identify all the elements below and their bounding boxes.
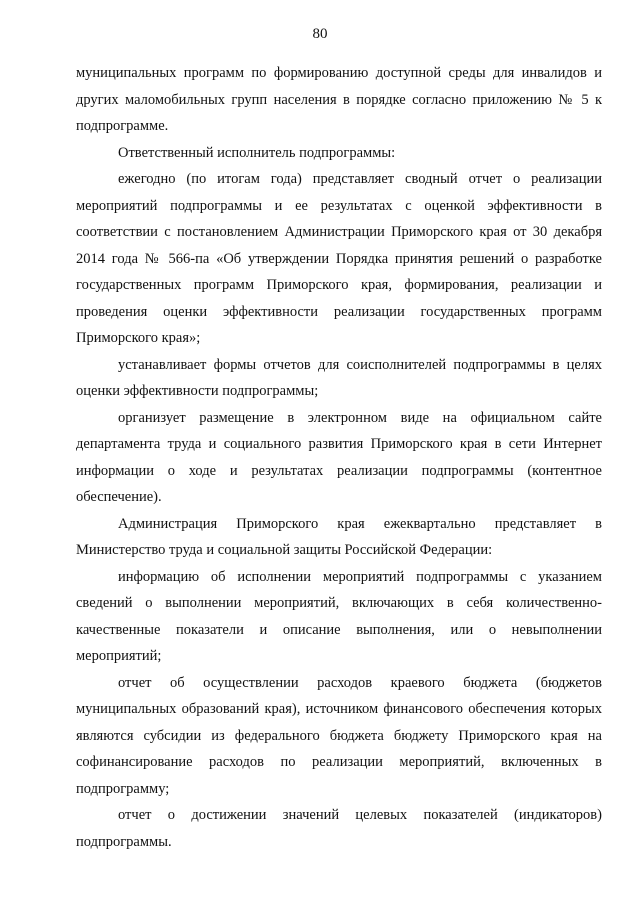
paragraph: муниципальных программ по формированию доступной среды для инвалидов и других маломобильных групп населения в порядке согласно приложению № 5 к подпрограмме. <box>76 65 602 134</box>
page-number: 80 <box>312 26 328 42</box>
paragraph: организует размещение в электронном виде на официальном сайте департамента труда и социального развития Приморского края в сети Интернет информации о ходе и результатах реализации подпрограммы (контентное обеспечение). <box>76 409 602 505</box>
paragraph: отчет о достижении значений целевых показателей (индикаторов) подпрограммы. <box>76 807 602 850</box>
paragraph: отчет об осуществлении расходов краевого бюджета (бюджетов муниципальных образований края), источником финансового обеспечения которых являются субсидии из федерального бюджета бюджету Приморского края на софинансирование расходов по реализации мероприятий, включенных в подпрограмму; <box>76 674 602 797</box>
paragraph: Администрация Приморского края ежеквартально представляет в Министерство труда и социальной защиты Российской Федерации: <box>76 515 602 558</box>
paragraph: информацию об исполнении мероприятий подпрограммы с указанием сведений о выполнении мероприятий, включающих в себя количественно-качественные показатели и описание выполнения, или о невыполнении мероприятий; <box>76 568 602 664</box>
document-body <box>76 60 602 855</box>
paragraph: Ответственный исполнитель подпрограммы: <box>118 144 396 161</box>
paragraph: ежегодно (по итогам года) представляет сводный отчет о реализации мероприятий подпрограммы и ее результатах с оценкой эффективности в соответствии с постановлением Администрации Приморского края от 30 декабря 2014 года № 566-па «Об утверждении Порядка принятия решений о разработке государственных программ Приморского края, формирования, реализации и проведения оценки эффективности реализации государственных программ Приморского края»; <box>76 171 602 346</box>
paragraph: устанавливает формы отчетов для соисполнителей подпрограммы в целях оценки эффективности подпрограммы; <box>76 356 602 399</box>
